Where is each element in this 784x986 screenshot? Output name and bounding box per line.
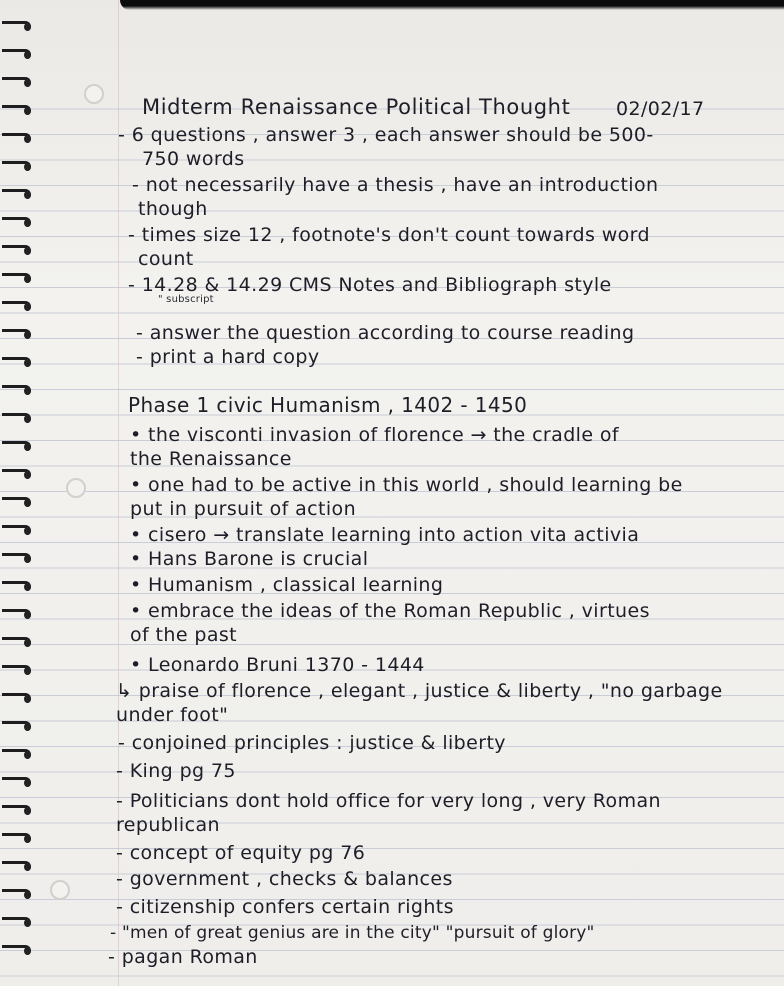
spiral-coil xyxy=(2,494,34,508)
spiral-coil xyxy=(2,74,34,88)
spiral-coil xyxy=(2,242,34,256)
note-line: - citizenship confers certain rights xyxy=(116,896,454,918)
note-line: republican xyxy=(116,814,220,836)
note-line: - government , checks & balances xyxy=(116,868,453,890)
punch-hole xyxy=(66,478,86,498)
margin-line xyxy=(118,0,119,986)
note-line: - pagan Roman xyxy=(108,946,258,968)
spiral-coil xyxy=(2,214,34,228)
note-line: 750 words xyxy=(142,148,245,170)
note-line: • Humanism , classical learning xyxy=(130,574,444,596)
spiral-coil xyxy=(2,410,34,424)
dark-background-edge xyxy=(120,0,784,10)
spiral-coil xyxy=(2,186,34,200)
spiral-coil xyxy=(2,46,34,60)
spiral-coil xyxy=(2,578,34,592)
note-line: count xyxy=(138,248,194,270)
note-line: - times size 12 , footnote's don't count towards word xyxy=(128,224,651,246)
note-line: - 14.28 & 14.29 CMS Notes and Bibliograph style xyxy=(128,274,612,296)
spiral-coil xyxy=(2,550,34,564)
note-line: - 6 questions , answer 3 , each answer should be 500- xyxy=(118,124,654,146)
note-line: - Politicians dont hold office for very long , very Roman xyxy=(116,790,661,812)
note-line: • embrace the ideas of the Roman Republic , virtues xyxy=(130,600,650,622)
spiral-binding xyxy=(0,10,46,986)
note-line: • one had to be active in this world , should learning be xyxy=(130,474,683,496)
note-subscript-annotation: " subscript xyxy=(158,294,214,305)
punch-hole xyxy=(50,880,70,900)
note-line: - answer the question according to course reading xyxy=(136,322,635,344)
spiral-coil xyxy=(2,942,34,956)
spiral-coil xyxy=(2,438,34,452)
spiral-coil xyxy=(2,746,34,760)
spiral-coil xyxy=(2,858,34,872)
spiral-coil xyxy=(2,466,34,480)
spiral-coil xyxy=(2,606,34,620)
note-line: - print a hard copy xyxy=(136,346,320,368)
note-line: put in pursuit of action xyxy=(130,498,357,520)
spiral-coil xyxy=(2,326,34,340)
spiral-coil xyxy=(2,802,34,816)
spiral-coil xyxy=(2,634,34,648)
note-line: • Hans Barone is crucial xyxy=(130,548,369,570)
spiral-coil xyxy=(2,18,34,32)
phase-heading: Phase 1 civic Humanism , 1402 - 1450 xyxy=(128,393,528,417)
spiral-coil xyxy=(2,522,34,536)
note-line: • the visconti invasion of florence → the cradle of xyxy=(130,424,619,446)
spiral-coil xyxy=(2,774,34,788)
note-line: • cisero → translate learning into action vita activia xyxy=(130,524,640,546)
spiral-coil xyxy=(2,886,34,900)
note-line: - not necessarily have a thesis , have an introduction xyxy=(132,174,659,196)
note-line: the Renaissance xyxy=(130,448,292,470)
spiral-coil xyxy=(2,298,34,312)
note-line: ↳ praise of florence , elegant , justice & liberty , "no garbage xyxy=(116,680,723,702)
note-line: - conjoined principles : justice & liberty xyxy=(118,732,506,754)
note-line: - King pg 75 xyxy=(116,760,236,782)
spiral-coil xyxy=(2,718,34,732)
punch-hole xyxy=(84,84,104,104)
spiral-coil xyxy=(2,102,34,116)
notes-date: 02/02/17 xyxy=(616,98,705,120)
spiral-coil xyxy=(2,354,34,368)
note-line: under foot" xyxy=(116,704,229,726)
spiral-coil xyxy=(2,662,34,676)
spiral-coil xyxy=(2,830,34,844)
spiral-coil xyxy=(2,690,34,704)
note-line: - concept of equity pg 76 xyxy=(116,842,366,864)
note-line: of the past xyxy=(130,624,238,646)
spiral-coil xyxy=(2,914,34,928)
notes-title: Midterm Renaissance Political Thought xyxy=(142,95,571,119)
spiral-coil xyxy=(2,158,34,172)
spiral-coil xyxy=(2,270,34,284)
note-line: though xyxy=(138,198,208,220)
note-line: • Leonardo Bruni 1370 - 1444 xyxy=(130,654,425,676)
spiral-coil xyxy=(2,382,34,396)
spiral-coil xyxy=(2,130,34,144)
note-line: - "men of great genius are in the city" "pursuit of glory" xyxy=(110,923,595,943)
